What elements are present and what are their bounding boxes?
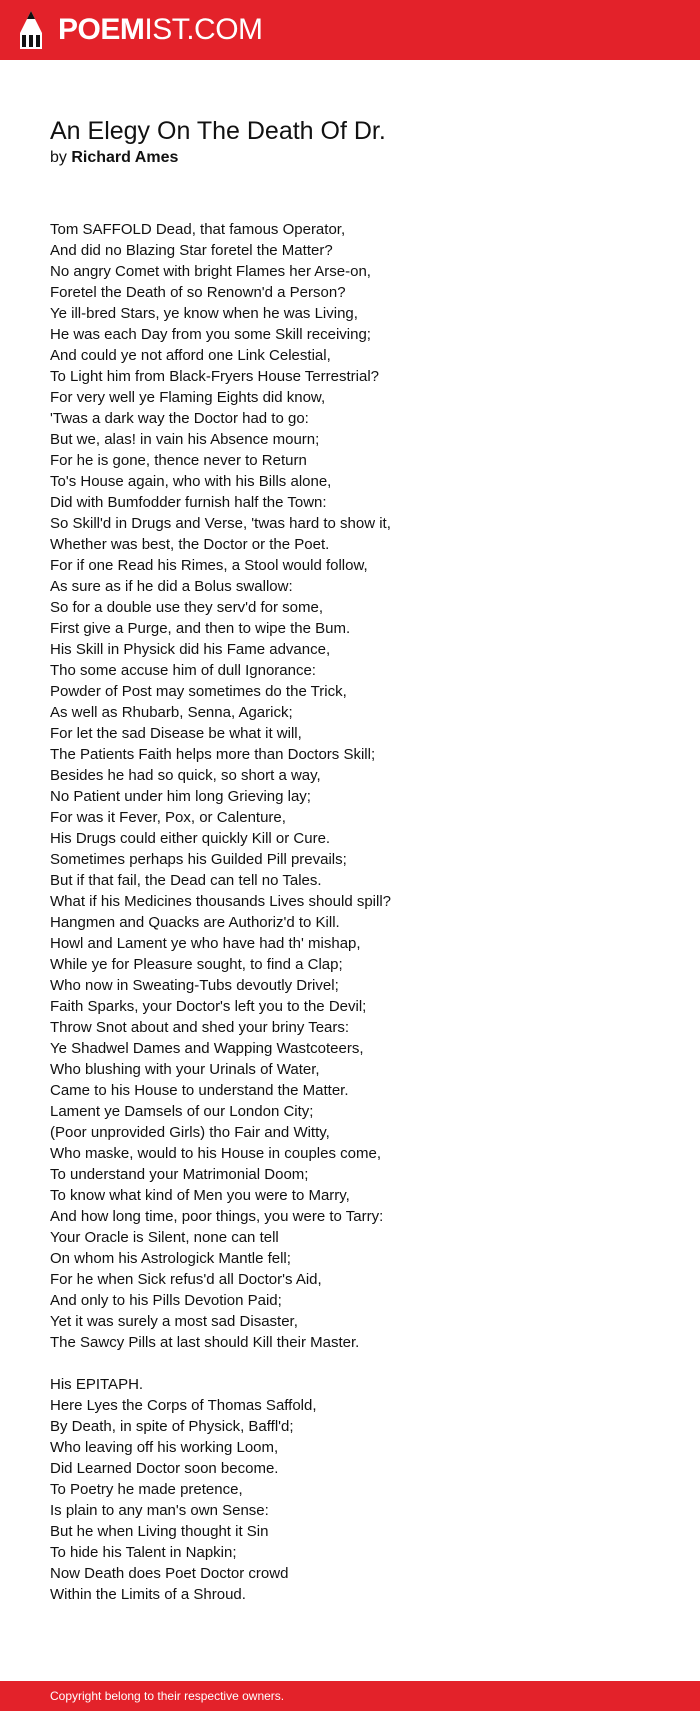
poem-line: No Patient under him long Grieving lay; [50,788,311,805]
poem-line: First give a Purge, and then to wipe the Bum. [50,620,351,637]
poem-line: Foretel the Death of so Renown'd a Person? [50,284,346,301]
poem-line: For was it Fever, Pox, or Calenture, [50,809,286,826]
poem-line: Ye Shadwel Dames and Wapping Wastcoteers, [50,1040,364,1057]
poem-line: Hangmen and Quacks are Authoriz'd to Kill. [50,914,340,931]
poem-body [50,219,650,1605]
poem-line: Howl and Lament ye who have had th' mishap, [50,935,361,952]
poem-line: On whom his Astrologick Mantle fell; [50,1250,291,1267]
poem-line: The Patients Faith helps more than Doctors Skill; [50,746,376,763]
poem-line: To know what kind of Men you were to Marry, [50,1187,350,1204]
poem-title: An Elegy On The Death Of Dr. [50,117,386,145]
copyright-text: Copyright belong to their respective owners. [50,1689,285,1703]
poem-line: Did with Bumfodder furnish half the Town: [50,494,327,511]
poem-line: Did Learned Doctor soon become. [50,1460,279,1477]
poem-line: Within the Limits of a Shroud. [50,1586,246,1603]
poem-line: So for a double use they serv'd for some, [50,599,324,616]
poem-line: Sometimes perhaps his Guilded Pill prevails; [50,851,347,868]
byline [50,148,178,168]
poem-line: To hide his Talent in Napkin; [50,1544,237,1561]
poem-line: But if that fail, the Dead can tell no Tales. [50,872,322,889]
poem-line: Who leaving off his working Loom, [50,1439,279,1456]
site-header [0,0,700,60]
poem-line: Who blushing with your Urinals of Water, [50,1061,320,1078]
poem-line: His Drugs could either quickly Kill or Cure. [50,830,331,847]
poem-line: Ye ill-bred Stars, ye know when he was Living, [50,305,358,322]
brand-light: IST.COM [144,13,263,46]
poem-line: Powder of Post may sometimes do the Trick, [50,683,347,700]
poem-line: Your Oracle is Silent, none can tell [50,1229,279,1246]
poem-line: To Poetry he made pretence, [50,1481,243,1498]
poem-line: Is plain to any man's own Sense: [50,1502,269,1519]
poem-line: The Sawcy Pills at last should Kill their Master. [50,1334,360,1351]
poem-line: So Skill'd in Drugs and Verse, 'twas hard to show it, [50,515,391,532]
poem-line: To Light him from Black-Fryers House Terrestrial? [50,368,379,385]
by-label: by [50,149,67,166]
brand-bold: POEM [58,13,145,46]
poem-line: For let the sad Disease be what it will, [50,725,302,742]
stanza-gap [50,1353,650,1374]
poem-line: Faith Sparks, your Doctor's left you to the Devil; [50,998,367,1015]
poem-line: He was each Day from you some Skill receiving; [50,326,371,343]
poem-line: Who now in Sweating-Tubs devoutly Drivel; [50,977,339,994]
poem-line: Here Lyes the Corps of Thomas Saffold, [50,1397,317,1414]
poem-line: To's House again, who with his Bills alone, [50,473,332,490]
poem-line: Tho some accuse him of dull Ignorance: [50,662,316,679]
poem-line: His Skill in Physick did his Fame advance, [50,641,331,658]
poem-line: Lament ye Damsels of our London City; [50,1103,314,1120]
poem-line: Now Death does Poet Doctor crowd [50,1565,289,1582]
poem-line: And did no Blazing Star foretel the Matter? [50,242,333,259]
poem-line: 'Twas a dark way the Doctor had to go: [50,410,309,427]
poem-line: For very well ye Flaming Eights did know, [50,389,326,406]
poem-line: Yet it was surely a most sad Disaster, [50,1313,298,1330]
poem-line: Who maske, would to his House in couples come, [50,1145,381,1162]
poem-line: And how long time, poor things, you were to Tarry: [50,1208,384,1225]
poem-line: But he when Living thought it Sin [50,1523,269,1540]
site-footer [0,1681,700,1711]
poem-line: Besides he had so quick, so short a way, [50,767,321,784]
poem-line: Whether was best, the Doctor or the Poet. [50,536,330,553]
author-link[interactable]: Richard Ames [71,149,179,166]
poem-line: (Poor unprovided Girls) tho Fair and Witty, [50,1124,330,1141]
poem-line: Came to his House to understand the Matter. [50,1082,349,1099]
poem-line: No angry Comet with bright Flames her Arse-on, [50,263,371,280]
poem-line: As well as Rhubarb, Senna, Agarick; [50,704,293,721]
poem-line: For if one Read his Rimes, a Stool would follow, [50,557,368,574]
poem-line: While ye for Pleasure sought, to find a Clap; [50,956,343,973]
poem-line: As sure as if he did a Bolus swallow: [50,578,293,595]
poem-line: What if his Medicines thousands Lives should spill? [50,893,392,910]
site-logo[interactable] [58,15,263,45]
poem-line: Throw Snot about and shed your briny Tears: [50,1019,350,1036]
poem-line: Tom SAFFOLD Dead, that famous Operator, [50,221,346,238]
poem-line: And could ye not afford one Link Celestial, [50,347,331,364]
pencil-icon[interactable] [18,9,44,51]
poem-line: And only to his Pills Devotion Paid; [50,1292,282,1309]
poem-line: For he is gone, thence never to Return [50,452,307,469]
poem-line: By Death, in spite of Physick, Baffl'd; [50,1418,294,1435]
poem-line: His EPITAPH. [50,1376,144,1393]
poem-line: To understand your Matrimonial Doom; [50,1166,309,1183]
poem-line: For he when Sick refus'd all Doctor's Aid, [50,1271,322,1288]
poem-line: But we, alas! in vain his Absence mourn; [50,431,320,448]
